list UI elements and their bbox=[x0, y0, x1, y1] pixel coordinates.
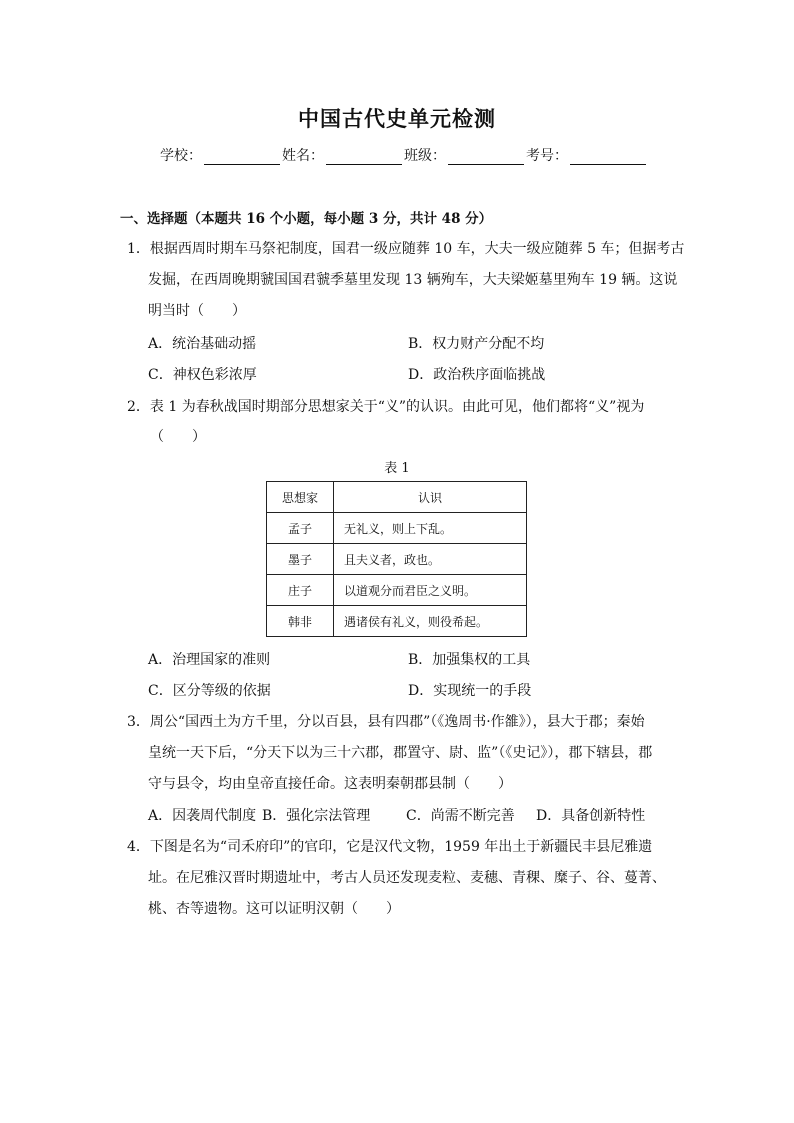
q3-line-2: 皇统一天下后，“分天下以为三十六郡，郡置守、尉、监”（《史记》），郡下辖县，郡 bbox=[148, 745, 653, 761]
q3-option-c[interactable]: C．尚需不断完善 bbox=[406, 808, 515, 824]
table-cell-view: 遇诸侯有礼义，则役希起。 bbox=[334, 606, 527, 637]
exam-no-blank[interactable] bbox=[570, 150, 646, 165]
name-label: 姓名： bbox=[282, 148, 324, 164]
table-header-thinker: 思想家 bbox=[267, 482, 334, 513]
q2-line-2: （ ） bbox=[150, 429, 206, 445]
q4-line-2: 址。在尼雅汉晋时期遗址中，考古人员还发现麦粒、麦穗、青稞、糜子、谷、蔓菁、 bbox=[148, 870, 666, 886]
section-heading: 一、选择题（本题共 16 个小题，每小题 3 分，共计 48 分） bbox=[120, 211, 493, 227]
q3-option-a[interactable]: A．因袭周代制度 bbox=[148, 808, 257, 824]
q3-line-1: 3．周公“国西土为方千里，分以百县，县有四郡”（《逸周书·作雒》），县大于郡；秦始 bbox=[127, 714, 645, 730]
q4-line-3: 桃、杏等遗物。这可以证明汉朝（ ） bbox=[148, 901, 400, 917]
class-blank[interactable] bbox=[448, 150, 524, 165]
school-blank[interactable] bbox=[204, 150, 280, 165]
table-row bbox=[267, 606, 527, 637]
q1-option-d[interactable]: D．政治秩序面临挑战 bbox=[408, 367, 546, 383]
table-cell-view: 以道观分而君臣之义明。 bbox=[334, 575, 527, 606]
q2-option-b[interactable]: B．加强集权的工具 bbox=[408, 652, 531, 668]
q1-option-a[interactable]: A．统治基础动摇 bbox=[148, 336, 257, 352]
exam-no-label: 考号： bbox=[526, 148, 568, 164]
q2-line-1: 2．表 1 为春秋战国时期部分思想家关于“义”的认识。由此可见，他们都将“义”视为 bbox=[127, 399, 645, 415]
q3-option-b[interactable]: B．强化宗法管理 bbox=[262, 808, 371, 824]
table-cell-thinker: 庄子 bbox=[267, 575, 334, 606]
table-cell-thinker: 墨子 bbox=[267, 544, 334, 575]
q1-line-2: 发掘，在西周晚期虢国国君虢季墓里发现 13 辆殉车，大夫梁姬墓里殉车 19 辆。这说 bbox=[148, 272, 678, 288]
school-label: 学校： bbox=[160, 148, 202, 164]
q1-option-c[interactable]: C．神权色彩浓厚 bbox=[148, 367, 257, 383]
q2-option-a[interactable]: A．治理国家的准则 bbox=[148, 652, 271, 668]
table-cell-thinker: 韩非 bbox=[267, 606, 334, 637]
class-label: 班级： bbox=[404, 148, 446, 164]
table-cell-view: 无礼义，则上下乱。 bbox=[334, 513, 527, 544]
table-cell-thinker: 孟子 bbox=[267, 513, 334, 544]
q1-line-3: 明当时（ ） bbox=[148, 303, 246, 319]
q1-line-1: 1．根据西周时期车马祭祀制度，国君一级应随葬 10 车，大夫一级应随葬 5 车；但据考古 bbox=[127, 241, 685, 257]
name-blank[interactable] bbox=[326, 150, 402, 165]
q2-option-d[interactable]: D．实现统一的手段 bbox=[408, 683, 532, 699]
table-row bbox=[267, 544, 527, 575]
table-header-row bbox=[267, 482, 527, 513]
table-header-view: 认识 bbox=[334, 482, 527, 513]
q3-option-d[interactable]: D．具备创新特性 bbox=[536, 808, 646, 824]
q2-option-c[interactable]: C．区分等级的依据 bbox=[148, 683, 271, 699]
student-info-line bbox=[160, 145, 648, 165]
table-row bbox=[267, 575, 527, 606]
q3-line-3: 守与县令，均由皇帝直接任命。这表明秦朝郡县制（ ） bbox=[148, 776, 512, 792]
q1-option-b[interactable]: B．权力财产分配不均 bbox=[408, 336, 545, 352]
thinkers-table bbox=[266, 481, 527, 637]
page-title: 中国古代史单元检测 bbox=[298, 106, 496, 131]
table-caption: 表 1 bbox=[384, 461, 410, 476]
table-row bbox=[267, 513, 527, 544]
table-cell-view: 且夫义者，政也。 bbox=[334, 544, 527, 575]
q4-line-1: 4．下图是名为“司禾府印”的官印，它是汉代文物，1959 年出土于新疆民丰县尼雅遗 bbox=[127, 839, 653, 855]
